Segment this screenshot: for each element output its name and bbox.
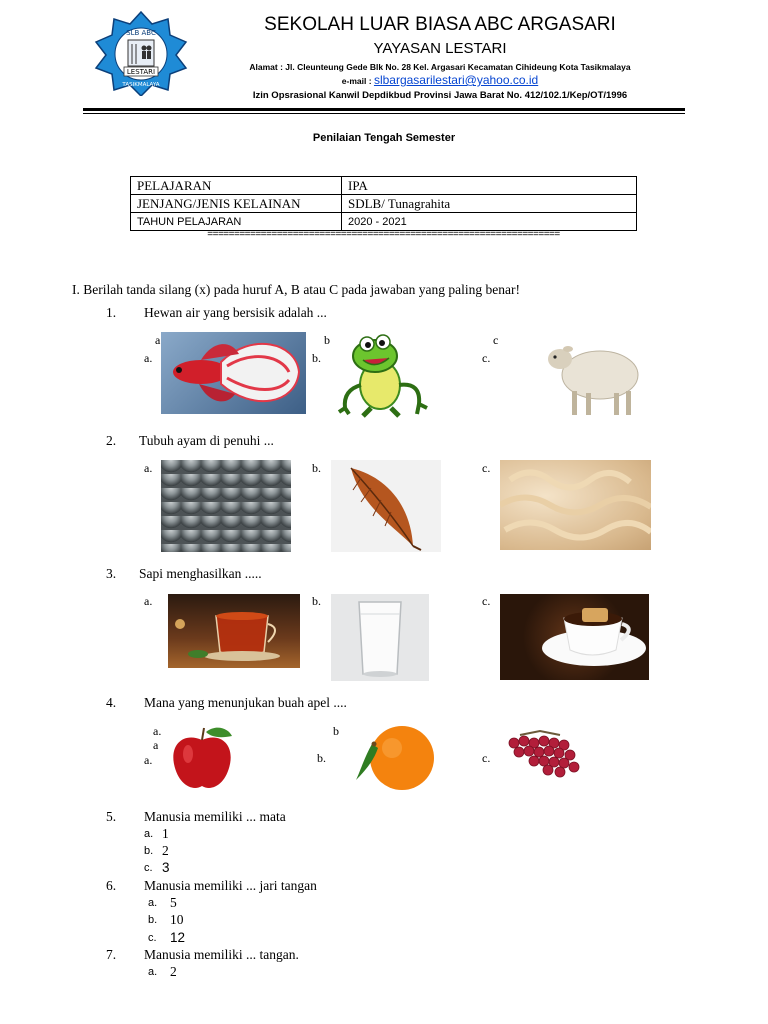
school-logo <box>92 10 190 96</box>
question-text: Manusia memiliki ... mata <box>144 809 286 824</box>
question-text: Mana yang menunjukan buah apel .... <box>144 695 347 710</box>
option-b-label[interactable]: b. <box>312 594 321 608</box>
foundation-name: YAYASAN LESTARI <box>373 40 507 57</box>
tea-image[interactable] <box>168 594 300 668</box>
logo-text-top: SLB ABC <box>126 29 156 37</box>
choice-value: 1 <box>162 826 169 841</box>
choice-label[interactable]: c. <box>148 932 157 944</box>
separator-line: ================================================================== <box>207 229 560 240</box>
choice-value: 3 <box>162 860 170 875</box>
choice-label[interactable]: b. <box>144 845 154 857</box>
table-row <box>131 213 637 231</box>
betta-fish-image[interactable] <box>161 332 306 414</box>
header-rule-thin <box>83 113 685 114</box>
table-row <box>131 177 637 195</box>
choice-value: 10 <box>170 912 184 927</box>
option-a-label[interactable]: a. <box>144 351 153 365</box>
grapes-image[interactable] <box>500 725 586 781</box>
question-number: 2. <box>106 433 117 448</box>
stray-label: b <box>324 333 330 347</box>
header-rule-thick <box>83 108 685 111</box>
stray-label: a <box>155 333 161 347</box>
email-link[interactable]: slbargasarilestari@yahoo.co.id <box>373 73 539 87</box>
choice-label[interactable]: b. <box>148 914 158 926</box>
milk-image[interactable] <box>331 594 429 681</box>
choice-label[interactable]: a. <box>148 897 158 909</box>
question-text: Tubuh ayam di penuhi ... <box>139 433 274 448</box>
question-text: Sapi menghasilkan ..... <box>139 566 262 581</box>
info-value: IPA <box>342 177 637 195</box>
info-table <box>130 176 637 231</box>
email-row <box>200 73 680 87</box>
option-b-label[interactable]: b. <box>312 461 321 475</box>
stray-label: a <box>153 738 159 752</box>
info-value: 2020 - 2021 <box>342 213 637 231</box>
coffee-image[interactable] <box>500 594 649 680</box>
question-text: Hewan air yang bersisik adalah ... <box>144 305 327 320</box>
question-number: 5. <box>106 809 117 824</box>
option-c-label[interactable]: c. <box>482 594 491 608</box>
choice-label[interactable]: a. <box>144 828 154 840</box>
feather-image[interactable] <box>331 460 441 552</box>
wool-image[interactable] <box>500 460 651 550</box>
question-text: Manusia memiliki ... tangan. <box>144 947 299 962</box>
stray-label: c <box>493 333 499 347</box>
email-label: e-mail : <box>341 76 372 86</box>
option-b-label[interactable]: b. <box>312 351 321 365</box>
choice-value: 12 <box>170 930 186 945</box>
table-row <box>131 195 637 213</box>
stray-label: b <box>333 724 339 738</box>
page-title: Penilaian Tengah Semester <box>312 132 456 144</box>
logo-text-banner: LESTARI <box>126 68 156 76</box>
info-label: JENJANG/JENIS KELAINAN <box>131 195 342 213</box>
question-text: Manusia memiliki ... jari tangan <box>144 878 317 893</box>
choice-value: 2 <box>170 964 177 979</box>
question-number: 4. <box>106 695 117 710</box>
option-c-label[interactable]: c. <box>482 751 491 765</box>
option-a-label[interactable]: a. <box>144 594 153 608</box>
option-b-label[interactable]: b. <box>317 751 326 765</box>
orange-image[interactable] <box>342 722 450 792</box>
choice-label[interactable]: a. <box>148 966 158 978</box>
logo-text-bottom: TASIKMALAYA <box>122 82 160 88</box>
option-a-label[interactable]: a. <box>144 461 153 475</box>
question-number: 1. <box>106 305 117 320</box>
info-label: PELAJARAN <box>131 177 342 195</box>
info-value: SDLB/ Tunagrahita <box>342 195 637 213</box>
choice-value: 5 <box>170 895 177 910</box>
question-number: 7. <box>106 947 117 962</box>
option-c-label[interactable]: c. <box>482 351 491 365</box>
instruction-text: I. Berilah tanda silang (x) pada huruf A, B atau C pada jawaban yang paling benar! <box>72 282 520 297</box>
scales-image[interactable] <box>161 460 291 552</box>
school-name: SEKOLAH LUAR BIASA ABC ARGASARI <box>264 14 616 35</box>
choice-label[interactable]: c. <box>144 862 153 874</box>
permit-text: Izin Opsrasional Kanwil Depdikbud Provinsi Jawa Barat No. 412/102.1/Kep/OT/1996 <box>252 90 628 101</box>
choice-value: 2 <box>162 843 169 858</box>
school-address: Alamat : Jl. Cleunteung Gede Blk No. 28 Kel. Argasari Kecamatan Cihideung Kota Tasikmalaya <box>249 62 631 72</box>
frog-image[interactable] <box>335 330 431 420</box>
option-a-label[interactable]: a. <box>144 753 153 767</box>
question-number: 3. <box>106 566 117 581</box>
stray-label: a. <box>153 724 162 738</box>
question-number: 6. <box>106 878 117 893</box>
info-label: TAHUN PELAJARAN <box>131 213 342 231</box>
option-c-label[interactable]: c. <box>482 461 491 475</box>
sheep-image[interactable] <box>542 335 642 420</box>
apple-image[interactable] <box>166 722 238 794</box>
